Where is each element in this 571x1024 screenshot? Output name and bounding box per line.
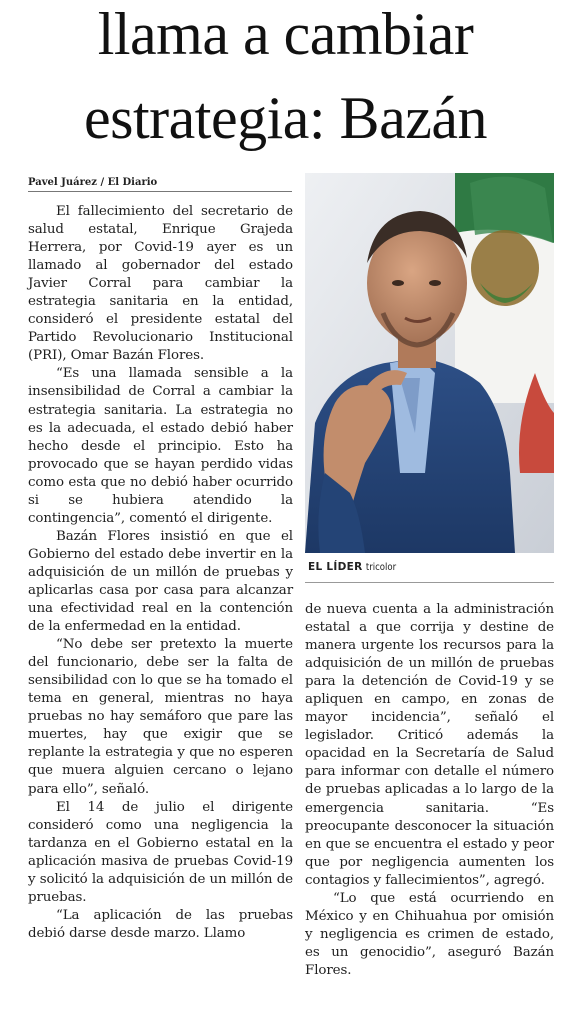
- caption-light: tricolor: [365, 562, 397, 573]
- caption-bold: EL LÍDER: [308, 561, 363, 573]
- paragraph-6: “La aplicación de las pruebas debió darse desde marzo. Llamo: [28, 907, 293, 941]
- paragraph-5: El 14 de julio el dirigente consideró como una negligencia la tardanza en el Gobierno estatal en la aplicación masiva de pruebas Covid-19 y solicitó la adquisición de un millón de pruebas.: [28, 799, 293, 905]
- byline: Pavel Juárez / El Diario: [28, 177, 292, 192]
- paragraph-1: El fallecimiento del secretario de salud estatal, Enrique Grajeda Herrera, por Covid-19 ayer es un llamado al gobernador del estado Javier Corral para cambiar la estrategia sanitaria en la entidad, consideró el presidente estatal del Partido Revolucionario Institucional (PRI), Omar Bazán Flores.: [28, 204, 293, 364]
- speaker-photo-illustration: [305, 173, 554, 553]
- paragraph-4: “No debe ser pretexto la muerte del funcionario, debe ser la falta de sensibilidad con lo que se ha tomado el tema en general, mientras no haya pruebas no hay semáforo que pare las muertes, hay que exigir que se replante la estrategia y que no esperen que muera alguien cercano o lejano para ello”, señaló.: [28, 637, 293, 797]
- photo-caption: [308, 561, 554, 573]
- paragraph-continued: de nueva cuenta a la administración estatal a que corrija y destine de manera urgente los recursos para la adquisición de un millón de pruebas para la detención de Covid-19 y se apliquen en campo, en zonas de mayor incidencia”, señaló el legislador. Criticó además la opacidad en la Secretaría de Salud para informar con detalle el número de pruebas aplicadas a lo largo de la emergencia sanitaria. “Es preocupante desconocer la situación en que se encuentra el estado y peor que por negligencia aumenten los contagios y fallecimientos”, agregó.: [305, 602, 554, 888]
- speaker-photo: [305, 173, 554, 553]
- article-column-1: [28, 203, 293, 943]
- article-column-2: [305, 601, 554, 980]
- paragraph-3: Bazán Flores insistió en que el Gobierno del estado debe invertir en la adquisición de un millón de pruebas y aplicarlas casa por casa para alcanzar una efectividad real en la contención de la enfermedad en la entidad.: [28, 528, 293, 635]
- paragraph-2: “Es una llamada sensible a la insensibilidad de Corral a cambiar la estrategia sanitaria. La estrategia no es la adecuada, el estado debió haber hecho desde el principio. Esto ha provocado que se hayan perdido vidas como esta que no debió haber ocurrido si se hubiera atendido la contingencia”, comentó el dirigente.: [28, 366, 293, 526]
- headline-line-2: estrategia: Bazán: [84, 85, 487, 151]
- headline-line-1: llama a cambiar: [97, 1, 474, 67]
- paragraph-final: “Lo que está ocurriendo en México y en Chihuahua por omisión y negligencia es crimen de estado, es un genocidio”, aseguró Bazán Flores.: [305, 890, 554, 978]
- caption-divider: [305, 582, 554, 583]
